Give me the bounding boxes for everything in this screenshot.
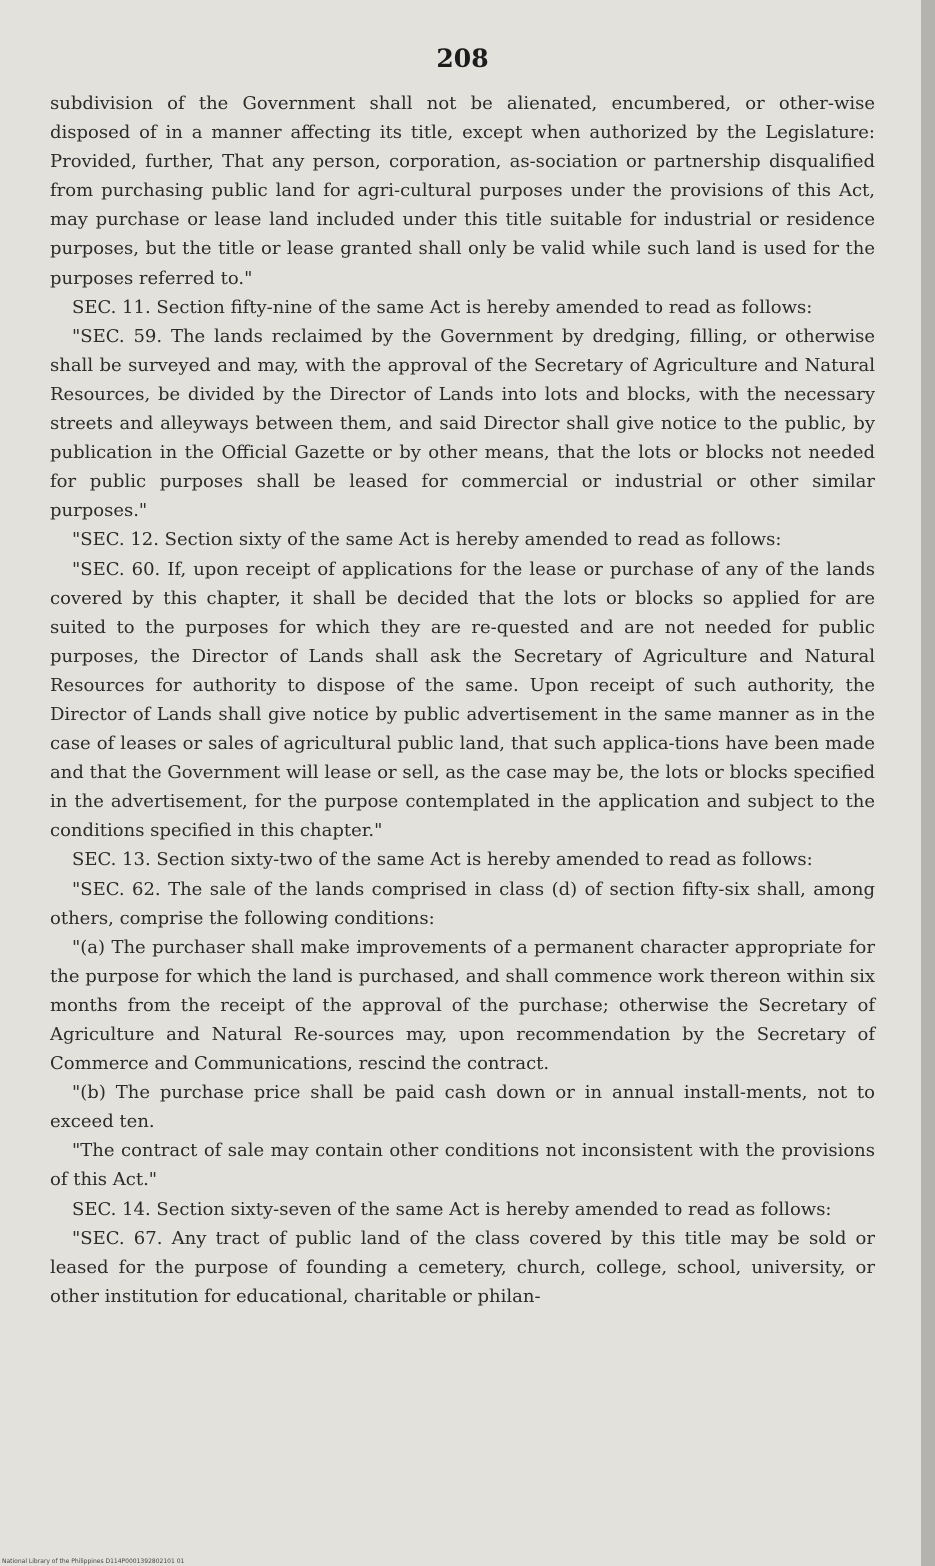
library-footer-id: National Library of the Philippines D114P0001392802101 01 xyxy=(2,1558,185,1565)
paragraph: "The contract of sale may contain other conditions not inconsistent with the provisions of this Act." xyxy=(50,1140,875,1191)
paragraph: SEC. 13. Section sixty-two of the same Act is hereby amended to read as follows: xyxy=(72,849,813,871)
paragraph: "(b) The purchase price shall be paid cash down or in annual install-ments, not to exceed ten. xyxy=(50,1082,875,1133)
paragraph: "SEC. 62. The sale of the lands comprised in class (d) of section fifty-six shall, among others, comprise the following conditions: xyxy=(50,878,875,929)
paragraph: "SEC. 60. If, upon receipt of applications for the lease or purchase of any of the lands covered by this chapter, it shall be decided that the lots or blocks so applied for are suited to the purposes for which they are re-quested and are not needed for public purposes, the Director of Lands shall ask the Secretary of Agriculture and Natural Resources for authority to dispose of the same. Upon receipt of such authority, the Director of Lands shall give notice by public advertisement in the same manner as in the case of leases or sales of agricultural public land, that such applica-tions have been made and that the Government will lease or sell, as the case may be, the lots or blocks specified in the advertisement, for the purpose contemplated in the application and subject to the conditions specified in this chapter." xyxy=(50,558,875,842)
paragraph: "SEC. 12. Section sixty of the same Act is hereby amended to read as follows: xyxy=(72,529,782,551)
paragraph: SEC. 14. Section sixty-seven of the same Act is hereby amended to read as follows: xyxy=(72,1198,832,1220)
paragraph: "SEC. 67. Any tract of public land of the class covered by this title may be sold or leased for the purpose of founding a cemetery, church, college, school, university, or other institution for educational, charitable or philan- xyxy=(50,1227,875,1307)
paragraph: "(a) The purchaser shall make improvements of a permanent character appropriate for the purpose for which the land is purchased, and shall commence work thereon within six months from the receipt of the approval of the purchase; otherwise the Secretary of Agriculture and Natural Re-sources may, upon recommendation by the Secretary of Commerce and Communications, rescind the contract. xyxy=(50,936,875,1075)
paragraph: SEC. 11. Section fifty-nine of the same Act is hereby amended to read as follows: xyxy=(72,296,813,318)
page-number: 208 xyxy=(436,44,489,73)
paragraph: subdivision of the Government shall not be alienated, encumbered, or other-wise disposed of in a manner affecting its title, except when authorized by the Legislature: Provided, further, That any person, corporation, as-sociation or partnership disqualified from purchasing public land for agri-cultural purposes under the provisions of this Act, may purchase or lease land included under this title suitable for industrial or residence purposes, but the title or lease granted shall only be valid while such land is used for the purposes referred to." xyxy=(50,93,875,289)
paragraph: "SEC. 59. The lands reclaimed by the Government by dredging, filling, or otherwise shall be surveyed and may, with the approval of the Secretary of Agriculture and Natural Resources, be divided by the Director of Lands into lots and blocks, with the necessary streets and alleyways between them, and said Director shall give notice to the public, by publication in the Official Gazette or by other means, that the lots or blocks not needed for public purposes shall be leased for commercial or industrial or other similar purposes." xyxy=(50,325,875,522)
body-text xyxy=(50,89,875,1311)
